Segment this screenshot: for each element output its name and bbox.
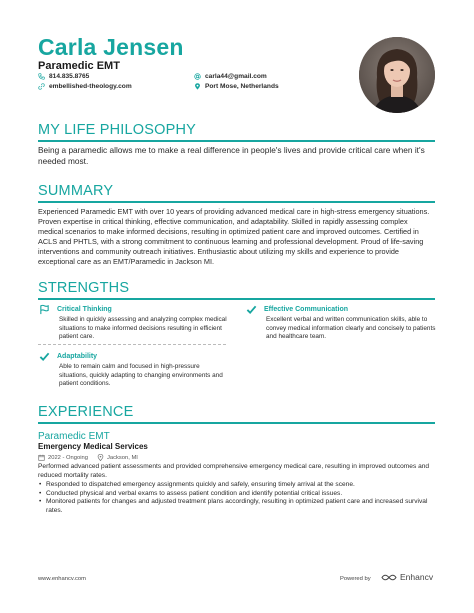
strengths-heading: STRENGTHS — [38, 280, 130, 296]
strength-title: Effective Communication — [264, 306, 349, 313]
calendar-icon — [38, 454, 45, 461]
contact-email[interactable] — [194, 73, 267, 80]
phone-icon — [38, 73, 45, 80]
experience-heading: EXPERIENCE — [38, 404, 134, 420]
job-location-text: Jackson, MI — [106, 454, 138, 461]
strength-text: Skilled in quickly assessing and analyzing complex medical situations to make informed decisions resulting in efficient patient care. — [59, 316, 227, 341]
contact-phone — [38, 73, 89, 80]
job-bullets — [38, 481, 434, 515]
strength-title: Adaptability — [57, 353, 98, 360]
email-text: carla44@gmail.com — [205, 73, 267, 80]
job-location — [97, 454, 138, 461]
philosophy-heading: MY LIFE PHILOSOPHY — [38, 122, 197, 138]
phone-text: 814.835.8765 — [49, 73, 90, 80]
location-text: Port Mose, Netherlands — [205, 83, 279, 90]
job-bullet: • Conducted physical and verbal exams to assess patient condition and identify potential critical issues. — [38, 490, 434, 499]
job-bullet: • Responded to dispatched emergency assignments quickly and safely, ensuring timely arrival at the scene. — [38, 481, 434, 490]
summary-text: Experienced Paramedic EMT with over 10 years of providing advanced medical care in high-stress emergency situations. Proven expertise in critical thinking, effective communication, and adaptability. Skilled in rapidly assessing complex medical scenarios to make informed decisions, resulting in optimized patient care and improved outcomes. Certified in ACLS and PHTLS, with a strong commitment to continuous learning and professional development. Proud of life-saving interventions and community outreach initiatives. Enthusiastic about utilizing my skills and experience to provide exceptional care as an EMT/Paramedic in Jackson MI. — [38, 207, 430, 267]
flag-icon — [39, 304, 50, 315]
job-bullet: • Monitored patients for changes and adjusted treatment plans accordingly, resulting in optimized patient care and increased survival rates. — [38, 498, 434, 515]
profile-photo — [359, 37, 435, 113]
strengths-divider — [38, 298, 435, 300]
summary-heading: SUMMARY — [38, 183, 114, 199]
job-meta — [38, 454, 138, 461]
strength-item-critical-thinking — [39, 304, 112, 315]
summary-divider — [38, 201, 435, 203]
website-text: embellished-theology.com — [49, 83, 132, 90]
link-icon — [38, 83, 45, 90]
brand-name: Enhancv — [400, 572, 434, 582]
strength-divider — [38, 344, 226, 345]
contact-location — [194, 83, 279, 90]
location-pin-icon — [194, 83, 201, 90]
at-icon — [194, 73, 201, 80]
job-company: Emergency Medical Services — [38, 442, 148, 451]
strength-item-effective-communication — [246, 304, 348, 315]
strength-text: Able to remain calm and focused in high-pressure situations, quickly adapting to changing environments and patient conditions. — [59, 363, 223, 388]
location-pin-icon — [97, 454, 104, 461]
check-icon — [246, 304, 257, 315]
philosophy-divider — [38, 140, 435, 142]
job-dates-text: 2022 - Ongoing — [48, 454, 88, 461]
job-dates — [38, 454, 88, 461]
brand-logo[interactable] — [381, 572, 433, 582]
enhancv-logo-icon — [381, 573, 397, 582]
strength-title: Critical Thinking — [57, 306, 112, 313]
strength-text: Excellent verbal and written communication skills, able to convey medical information clearly and concisely to patients and healthcare team. — [266, 316, 436, 341]
footer-url[interactable]: www.enhancv.com — [38, 576, 86, 582]
job-description: Performed advanced patient assessments and provided comprehensive emergency medical care, resulting in improved outcomes and reduced mortality rates. — [38, 463, 430, 479]
strength-item-adaptability — [39, 351, 97, 362]
contact-website[interactable] — [38, 83, 132, 90]
job-role: Paramedic EMT — [38, 431, 110, 442]
candidate-title: Paramedic EMT — [38, 60, 120, 72]
powered-by-text: Powered by — [340, 576, 371, 582]
experience-divider — [38, 422, 435, 424]
philosophy-text: Being a paramedic allows me to make a real difference in people's lives and provide critical care when it's needed most. — [38, 145, 425, 166]
candidate-name: Carla Jensen — [38, 34, 184, 60]
check-icon — [39, 351, 50, 362]
